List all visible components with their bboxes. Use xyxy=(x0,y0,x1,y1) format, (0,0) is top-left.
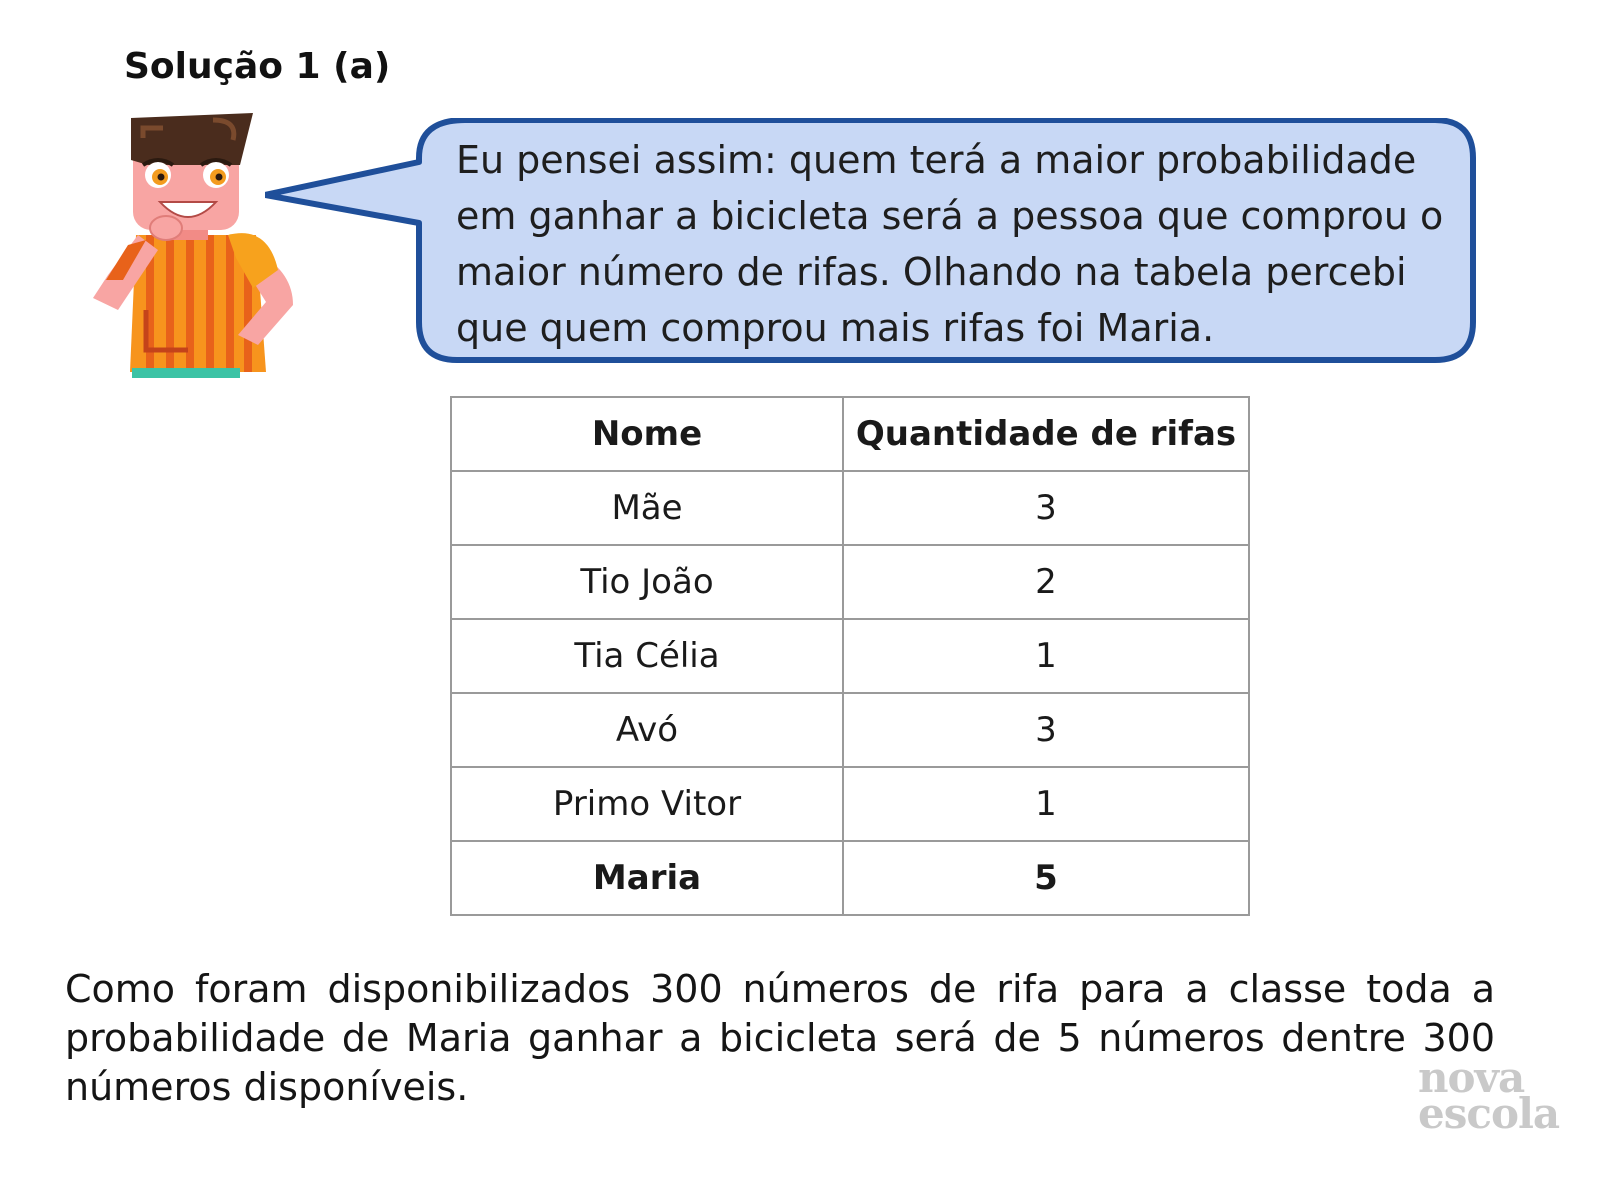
table-row xyxy=(451,693,1249,767)
cell-quantity: 3 xyxy=(843,693,1249,767)
table-header-row xyxy=(451,397,1249,471)
table-row xyxy=(451,471,1249,545)
column-header-name: Nome xyxy=(451,397,843,471)
page-title: Solução 1 (a) xyxy=(124,46,391,87)
raffle-table xyxy=(450,396,1250,916)
cell-quantity: 2 xyxy=(843,545,1249,619)
cell-name: Tio João xyxy=(451,545,843,619)
cell-quantity: 5 xyxy=(843,841,1249,915)
table-row xyxy=(451,767,1249,841)
conclusion-paragraph: Como foram disponibilizados 300 números de rifa para a classe toda a probabilidade de Maria ganhar a bicicleta será de 5 números dentre 300 números disponíveis. xyxy=(65,967,1495,1109)
logo-line-1: nova xyxy=(1418,1053,1525,1102)
cell-name: Maria xyxy=(451,841,843,915)
cell-quantity: 3 xyxy=(843,471,1249,545)
cell-name: Primo Vitor xyxy=(451,767,843,841)
speech-bubble-text: Eu pensei assim: quem terá a maior probabilidade em ganhar a bicicleta será a pessoa que comprou o maior número de rifas. Olhando na tabela percebi que quem comprou mais rifas foi Maria. xyxy=(456,138,1444,350)
cell-name: Tia Célia xyxy=(451,619,843,693)
table-row-highlight xyxy=(451,841,1249,915)
column-header-quantity: Quantidade de rifas xyxy=(843,397,1249,471)
cell-name: Mãe xyxy=(451,471,843,545)
cell-quantity: 1 xyxy=(843,619,1249,693)
cell-quantity: 1 xyxy=(843,767,1249,841)
table-row xyxy=(451,545,1249,619)
cell-name: Avó xyxy=(451,693,843,767)
logo-line-2: escola xyxy=(1418,1089,1560,1138)
table-row xyxy=(451,619,1249,693)
nova-escola-logo xyxy=(1418,1053,1560,1138)
